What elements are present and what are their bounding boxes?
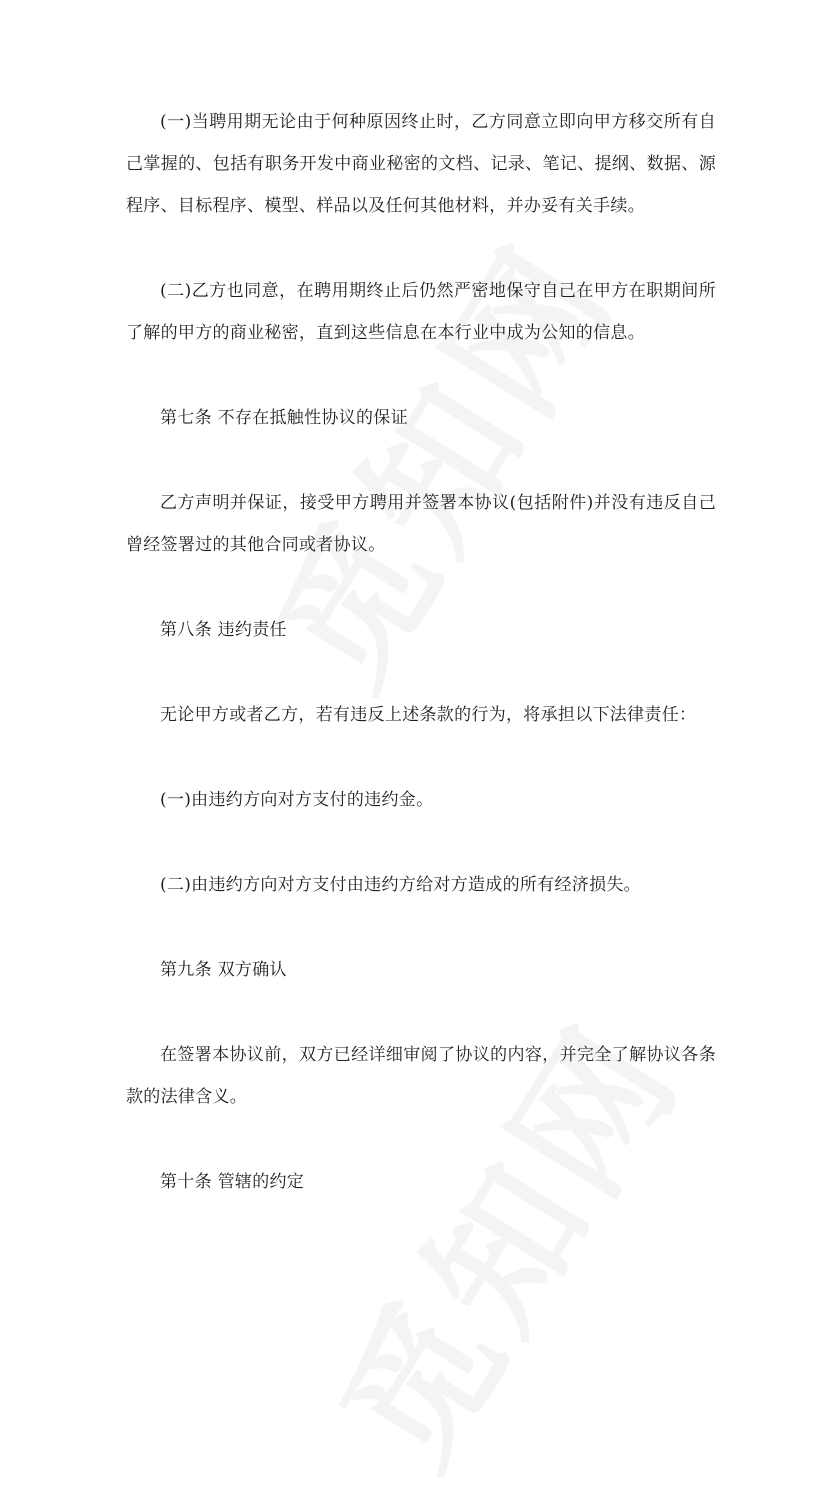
heading-article-8: 第八条 违约责任 <box>160 620 287 640</box>
paragraph-termination-handover: (一)当聘用期无论由于何种原因终止时，乙方同意立即向甲方移交所有自己掌握的、包括有职务开发中商业秘密的文档、记录、笔记、提纲、数据、源程序、目标程序、模型、样品以及任何其他材料，并办妥有关手续。 <box>126 112 716 216</box>
paragraph-mutual-confirmation: 在签署本协议前，双方已经详细审阅了协议的内容，并完全了解协议各条款的法律含义。 <box>126 1045 716 1107</box>
heading-article-9: 第九条 双方确认 <box>160 960 287 980</box>
paragraph-confidentiality-after-termination: (二)乙方也同意，在聘用期终止后仍然严密地保守自己在甲方在职期间所了解的甲方的商业秘密，直到这些信息在本行业中成为公知的信息。 <box>126 281 716 343</box>
paragraph-liability-intro: 无论甲方或者乙方，若有违反上述条款的行为，将承担以下法律责任： <box>160 705 697 725</box>
paragraph-liability-losses: (二)由违约方向对方支付由违约方给对方造成的所有经济损失。 <box>160 875 641 895</box>
document-body <box>126 101 716 1246</box>
paragraph-liability-penalty: (一)由违约方向对方支付的违约金。 <box>160 790 434 810</box>
heading-article-10: 第十条 管辖的约定 <box>160 1172 305 1192</box>
paragraph-no-conflict-warranty: 乙方声明并保证，接受甲方聘用并签署本协议(包括附件)并没有违反自己曾经签署过的其他合同或者协议。 <box>126 493 716 555</box>
heading-article-7: 第七条 不存在抵触性协议的保证 <box>160 408 408 428</box>
